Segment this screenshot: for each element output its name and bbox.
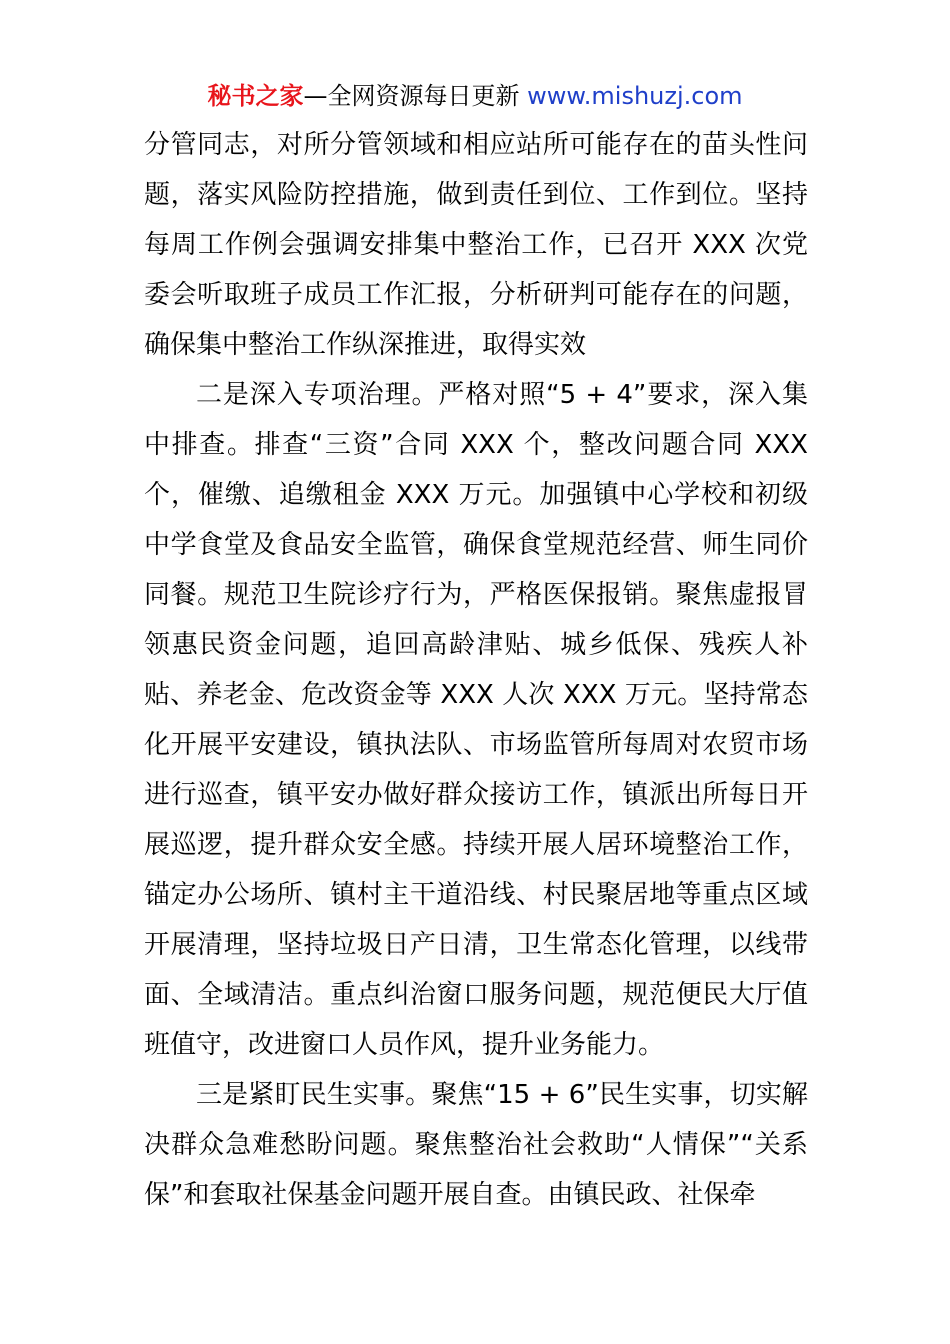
- brand-name: 秘书之家: [207, 82, 304, 110]
- paragraph-special-governance: 二是深入专项治理。严格对照“5 + 4”要求，深入集中排查。排查“三资”合同 XXX 个，整改问题合同 XXX 个，催缴、追缴租金 XXX 万元。加强镇中心学校和初级中学食堂及食品安全监管，确保食堂规范经营、师生同价同餐。规范卫生院诊疗行为，严格医保报销。聚焦虚报冒领惠民资金问题，追回高龄津贴、城乡低保、残疾人补贴、养老金、危改资金等 XXX 人次 XXX 万元。坚持常态化开展平安建设，镇执法队、市场监管所每周对农贸市场进行巡查，镇平安办做好群众接访工作，镇派出所每日开展巡逻，提升群众安全感。持续开展人居环境整治工作，锚定办公场所、镇村主干道沿线、村民聚居地等重点区域开展清理，坚持垃圾日产日清，卫生常态化管理，以线带面、全域清洁。重点纠治窗口服务问题，规范便民大厅值班值守，改进窗口人员作风，提升业务能力。: [144, 380, 808, 1060]
- site-url-link[interactable]: www.mishuzj.com: [527, 82, 743, 110]
- site-slogan: —全网资源每日更新: [303, 82, 520, 110]
- document-body: [144, 120, 808, 1220]
- site-header: [0, 80, 950, 112]
- paragraph-continuation: 分管同志，对所分管领域和相应站所可能存在的苗头性问题，落实风险防控措施，做到责任到位、工作到位。坚持每周工作例会强调安排集中整治工作，已召开 XXX 次党委会听取班子成员工作汇报，分析研判可能存在的问题，确保集中整治工作纵深推进，取得实效: [144, 130, 808, 360]
- paragraph-livelihood: 三是紧盯民生实事。聚焦“15 + 6”民生实事，切实解决群众急难愁盼问题。聚焦整治社会救助“人情保”“关系保”和套取社保基金问题开展自查。由镇民政、社保牵: [144, 1080, 808, 1210]
